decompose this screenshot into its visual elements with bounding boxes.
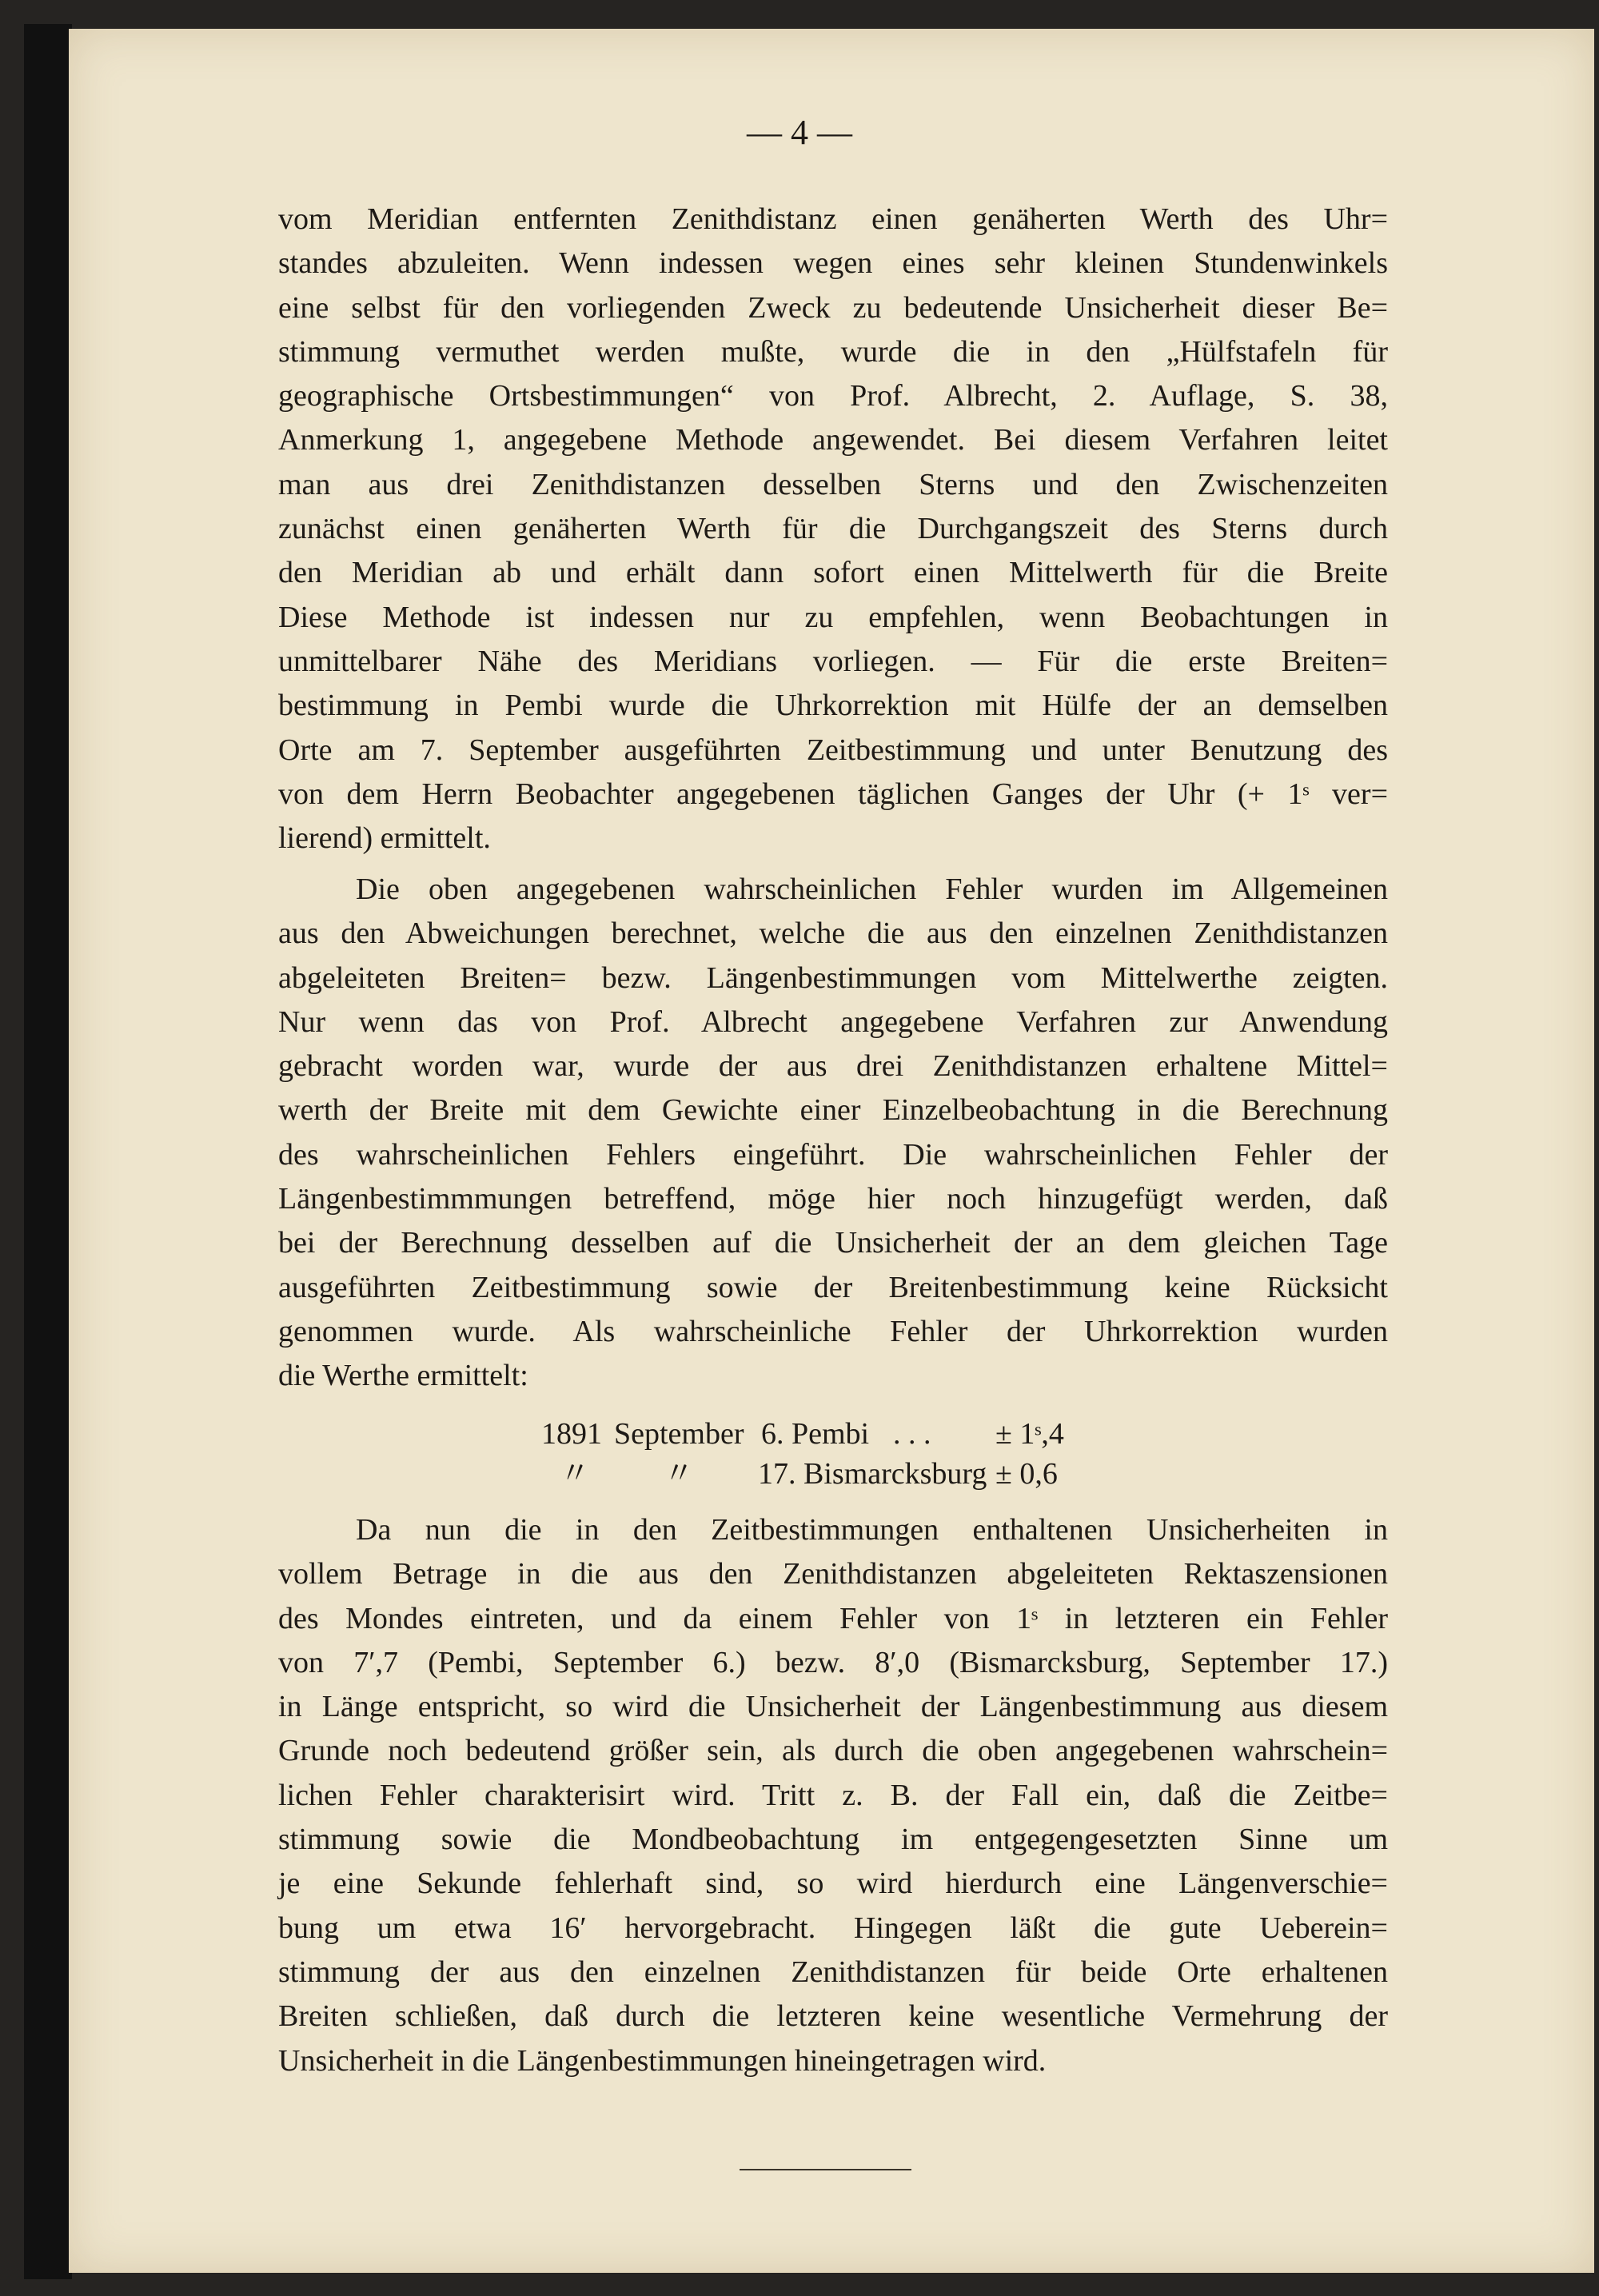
page-number: — 4 — [747, 113, 852, 152]
text-line: Da nun die in den Zeitbestimmungen enthaltenen Unsicherheiten in [356, 1513, 1388, 1547]
paragraph-3 [278, 1508, 1388, 2083]
text-line: genommen wurde. Als wahrscheinliche Fehler der Uhrkorrektion wurden [278, 1314, 1388, 1348]
text-line: vollem Betrage in die aus den Zenithdistanzen abgeleiteten Rektaszensionen [278, 1557, 1388, 1591]
text-line: unmittelbarer Nähe des Meridians vorliegen. — Für die erste Breiten= [278, 644, 1388, 678]
text-line: abgeleiteten Breiten= bezw. Längenbestimmungen vom Mittelwerthe zeigten. [278, 960, 1388, 995]
text-line: des wahrscheinlichen Fehlers eingeführt. Die wahrscheinlichen Fehler der [278, 1137, 1388, 1172]
text-line: den Meridian ab und erhält dann sofort einen Mittelwerth für die Breite [278, 556, 1388, 590]
paragraph-2 [278, 868, 1388, 1399]
text-line: in Länge entspricht, so wird die Unsicherheit der Längenbestimmung aus diesem [278, 1690, 1388, 1724]
text-line: vom Meridian entfernten Zenithdistanz einen genäherten Werth des Uhr= [278, 202, 1388, 236]
text-line: bung um etwa 16′ hervorgebracht. Hingegen läßt die gute Ueberein= [278, 1911, 1388, 1945]
table-row [0, 1454, 1599, 1494]
text-line: geographische Ortsbestimmungen“ von Prof. Albrecht, 2. Auflage, S. 38, [278, 379, 1388, 413]
text-line: die Werthe ermittelt: [278, 1359, 528, 1393]
text-line: Nur wenn das von Prof. Albrecht angegebene Verfahren zur Anwendung [278, 1004, 1388, 1039]
paragraph-1 [278, 198, 1388, 861]
table-error: ± 1ˢ,4 [995, 1417, 1064, 1451]
table-leader: . . . [893, 1417, 931, 1451]
table-year: 〃 [560, 1457, 591, 1491]
text-line: von 7′,7 (Pembi, September 6.) bezw. 8′,0 (Bismarcksburg, September 17.) [278, 1645, 1388, 1679]
text-line: man aus drei Zenithdistanzen desselben Sterns und den Zwischenzeiten [278, 467, 1388, 501]
text-line: werth der Breite mit dem Gewichte einer Einzelbeobachtung in die Berechnung [278, 1093, 1388, 1128]
end-rule [740, 2169, 911, 2170]
text-line: bestimmung in Pembi wurde die Uhrkorrektion mit Hülfe der an demselben [278, 689, 1388, 723]
table-month: September [614, 1417, 744, 1451]
text-line: eine selbst für den vorliegenden Zweck zu bedeutende Unsicherheit dieser Be= [278, 290, 1388, 325]
text-line: stimmung vermuthet werden mußte, wurde die in den „Hülfstafeln für [278, 334, 1388, 369]
table-error: ± 0,6 [995, 1457, 1058, 1491]
text-line: lichen Fehler charakterisirt wird. Tritt z. B. der Fall ein, daß die Zeitbe= [278, 1778, 1388, 1812]
text-line: Längenbestimmmungen betreffend, möge hier noch hinzugefügt werden, daß [278, 1182, 1388, 1216]
table-place: 6. Pembi [761, 1417, 870, 1451]
table-place: 17. Bismarcksburg [758, 1457, 987, 1491]
text-line: von dem Herrn Beobachter angegebenen täglichen Ganges der Uhr (+ 1ˢ ver= [278, 777, 1388, 811]
text-line: Orte am 7. September ausgeführten Zeitbestimmung und unter Benutzung des [278, 733, 1388, 767]
text-line: stimmung der aus den einzelnen Zenithdistanzen für beide Orte erhaltenen [278, 1955, 1388, 1989]
text-line: je eine Sekunde fehlerhaft sind, so wird hierdurch eine Längenverschie= [278, 1867, 1388, 1901]
text-line: standes abzuleiten. Wenn indessen wegen eines sehr kleinen Stundenwinkels [278, 246, 1388, 281]
text-line: aus den Abweichungen berechnet, welche die aus den einzelnen Zenithdistanzen [278, 916, 1388, 951]
text-line: lierend) ermittelt. [278, 821, 491, 856]
text-line: bei der Berechnung desselben auf die Unsicherheit der an dem gleichen Tage [278, 1226, 1388, 1260]
text-line: Diese Methode ist indessen nur zu empfehlen, wenn Beobachtungen in [278, 600, 1388, 634]
table-year: 1891 [541, 1417, 602, 1451]
text-line: zunächst einen genäherten Werth für die Durchgangszeit des Sterns durch [278, 512, 1388, 546]
table-row [0, 1414, 1599, 1454]
text-line: Grunde noch bedeutend größer sein, als durch die oben angegebenen wahrschein= [278, 1734, 1388, 1768]
book-binding [24, 24, 72, 2279]
text-line: gebracht worden war, wurde der aus drei Zenithdistanzen erhaltene Mittel= [278, 1049, 1388, 1084]
text-line: ausgeführten Zeitbestimmung sowie der Breitenbestimmung keine Rücksicht [278, 1270, 1388, 1304]
text-line: Unsicherheit in die Längenbestimmungen hineingetragen wird. [278, 2043, 1047, 2078]
table-month: 〃 [664, 1457, 695, 1491]
text-line: stimmung sowie die Mondbeobachtung im entgegengesetzten Sinne um [278, 1823, 1388, 1857]
text-line: Anmerkung 1, angegebene Methode angewendet. Bei diesem Verfahren leitet [278, 423, 1388, 457]
text-line: Die oben angegebenen wahrscheinlichen Fehler wurden im Allgemeinen [356, 872, 1388, 906]
text-line: Breiten schließen, daß durch die letzteren keine wesentliche Vermehrung der [278, 1999, 1388, 2034]
text-line: des Mondes eintreten, und da einem Fehler von 1ˢ in letzteren ein Fehler [278, 1601, 1388, 1635]
